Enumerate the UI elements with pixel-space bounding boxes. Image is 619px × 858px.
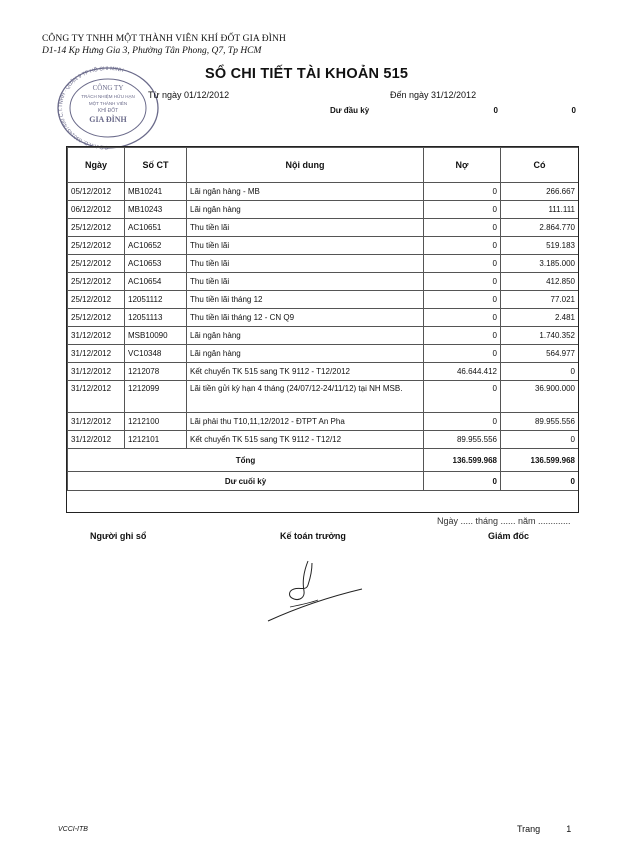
- company-name: CÔNG TY TNHH MỘT THÀNH VIÊN KHÍ ĐỐT GIA ĐÌNH: [42, 34, 286, 44]
- row-debit: 89.955.556: [424, 431, 501, 449]
- closing-credit: 0: [501, 472, 579, 491]
- table-row: [68, 327, 579, 345]
- page-title: SỔ CHI TIẾT TÀI KHOẢN 515: [205, 66, 409, 82]
- col-header-desc: Nội dung: [187, 148, 424, 183]
- table-row: [68, 381, 579, 413]
- row-desc: Thu tiền lãi: [187, 273, 424, 291]
- table-row: [68, 291, 579, 309]
- from-date: Từ ngày 01/12/2012: [148, 90, 230, 100]
- row-date: 31/12/2012: [68, 327, 125, 345]
- stamp-ring-text: S.Đ.K.K.D: 0301457490 C.T.TNHH · QUẬN 9 TP HỒ CHÍ MINH: [58, 66, 125, 150]
- table-row: [68, 201, 579, 219]
- row-doc: 1212101: [125, 431, 187, 449]
- closing-debit: 0: [424, 472, 501, 491]
- row-debit: 0: [424, 183, 501, 201]
- row-doc: AC10651: [125, 219, 187, 237]
- table-row: [68, 273, 579, 291]
- row-date: 25/12/2012: [68, 237, 125, 255]
- row-desc: Lãi phải thu T10,11,12/2012 - ĐTPT An Pha: [187, 413, 424, 431]
- row-debit: 0: [424, 381, 501, 413]
- row-desc: Thu tiền lãi tháng 12: [187, 291, 424, 309]
- row-credit: 0: [501, 363, 579, 381]
- row-doc: 12051112: [125, 291, 187, 309]
- row-date: 06/12/2012: [68, 201, 125, 219]
- table-row: [68, 219, 579, 237]
- row-date: 25/12/2012: [68, 219, 125, 237]
- row-credit: 3.185.000: [501, 255, 579, 273]
- total-row: [68, 449, 579, 472]
- table-row: [68, 255, 579, 273]
- opening-credit: 0: [571, 106, 576, 115]
- table-row: [68, 431, 579, 449]
- col-header-doc: Số CT: [125, 148, 187, 183]
- row-credit: 89.955.556: [501, 413, 579, 431]
- row-date: 05/12/2012: [68, 183, 125, 201]
- total-debit: 136.599.968: [424, 449, 501, 472]
- row-credit: 111.111: [501, 201, 579, 219]
- date-line: Ngày ..... tháng ...... năm .............: [437, 516, 571, 526]
- row-desc: Lãi ngân hàng: [187, 201, 424, 219]
- table-row: [68, 413, 579, 431]
- signer-bookkeeper: Người ghi sổ: [90, 531, 147, 541]
- row-debit: 0: [424, 309, 501, 327]
- row-desc: Lãi ngân hàng: [187, 327, 424, 345]
- row-debit: 46.644.412: [424, 363, 501, 381]
- stamp-top: CÔNG TY: [92, 84, 124, 92]
- row-credit: 2.864.770: [501, 219, 579, 237]
- company-address: D1-14 Kp Hưng Gia 3, Phường Tân Phong, Q7, Tp HCM: [42, 46, 262, 56]
- row-desc: Kết chuyển TK 515 sang TK 9112 - T12/2012: [187, 363, 424, 381]
- col-header-date: Ngày: [68, 148, 125, 183]
- row-date: 31/12/2012: [68, 413, 125, 431]
- row-desc: Lãi ngân hàng: [187, 345, 424, 363]
- table-row: [68, 237, 579, 255]
- closing-row: [68, 472, 579, 491]
- stamp-line2: TRÁCH NHIỆM HỮU HẠN: [81, 94, 135, 99]
- row-desc: Lãi ngân hàng - MB: [187, 183, 424, 201]
- stamp-name: GIA ĐÌNH: [89, 115, 127, 124]
- row-doc: 1212100: [125, 413, 187, 431]
- row-credit: 519.183: [501, 237, 579, 255]
- row-credit: 2.481: [501, 309, 579, 327]
- row-date: 31/12/2012: [68, 431, 125, 449]
- row-debit: 0: [424, 291, 501, 309]
- closing-label: Dư cuối kỳ: [68, 472, 424, 491]
- handwritten-signature: [260, 555, 370, 630]
- row-doc: VC10348: [125, 345, 187, 363]
- row-credit: 0: [501, 431, 579, 449]
- row-desc: Thu tiền lãi tháng 12 - CN Q9: [187, 309, 424, 327]
- row-credit: 564.977: [501, 345, 579, 363]
- table-header-row: [68, 148, 579, 183]
- row-debit: 0: [424, 273, 501, 291]
- row-desc: Lãi tiền gửi kỳ hạn 4 tháng (24/07/12-24/11/12) tại NH MSB.: [187, 381, 424, 413]
- table-row: [68, 363, 579, 381]
- row-date: 25/12/2012: [68, 309, 125, 327]
- page-number: 1: [566, 824, 572, 834]
- opening-debit: 0: [493, 106, 498, 115]
- row-credit: 412.850: [501, 273, 579, 291]
- table-row: [68, 309, 579, 327]
- row-debit: 0: [424, 345, 501, 363]
- row-credit: 266.667: [501, 183, 579, 201]
- to-date: Đến ngày 31/12/2012: [390, 90, 477, 100]
- table-row: [68, 345, 579, 363]
- row-date: 25/12/2012: [68, 255, 125, 273]
- row-doc: MSB10090: [125, 327, 187, 345]
- row-doc: 12051113: [125, 309, 187, 327]
- row-doc: MB10241: [125, 183, 187, 201]
- company-stamp: [56, 66, 161, 150]
- row-debit: 0: [424, 201, 501, 219]
- ledger-table: [67, 147, 579, 491]
- row-debit: 0: [424, 327, 501, 345]
- opening-balance-label: Dư đầu kỳ: [330, 106, 370, 115]
- col-header-debit: Nợ: [424, 148, 501, 183]
- col-header-credit: Có: [501, 148, 579, 183]
- row-date: 31/12/2012: [68, 381, 125, 413]
- row-doc: AC10654: [125, 273, 187, 291]
- row-doc: MB10243: [125, 201, 187, 219]
- stamp-line4: KHÍ ĐỐT: [97, 108, 119, 114]
- total-label: Tổng: [68, 449, 424, 472]
- row-date: 31/12/2012: [68, 363, 125, 381]
- row-desc: Thu tiền lãi: [187, 219, 424, 237]
- footer-code: VCCI-ITB: [58, 826, 88, 833]
- row-date: 25/12/2012: [68, 273, 125, 291]
- ledger-body: [68, 183, 579, 449]
- row-doc: 1212099: [125, 381, 187, 413]
- row-desc: Thu tiền lãi: [187, 255, 424, 273]
- row-date: 31/12/2012: [68, 345, 125, 363]
- total-credit: 136.599.968: [501, 449, 579, 472]
- row-debit: 0: [424, 237, 501, 255]
- signer-chief-accountant: Kế toán trưởng: [280, 531, 346, 541]
- row-debit: 0: [424, 413, 501, 431]
- row-doc: AC10652: [125, 237, 187, 255]
- table-row: [68, 183, 579, 201]
- page-indicator: [517, 824, 571, 834]
- row-debit: 0: [424, 255, 501, 273]
- row-desc: Thu tiền lãi: [187, 237, 424, 255]
- row-credit: 1.740.352: [501, 327, 579, 345]
- stamp-line3: MỘT THÀNH VIÊN: [88, 101, 128, 106]
- page-label: Trang: [517, 824, 541, 834]
- signer-director: Giám đốc: [488, 531, 530, 541]
- row-debit: 0: [424, 219, 501, 237]
- row-credit: 36.900.000: [501, 381, 579, 413]
- row-date: 25/12/2012: [68, 291, 125, 309]
- row-doc: 1212078: [125, 363, 187, 381]
- row-desc: Kết chuyển TK 515 sang TK 9112 - T12/12: [187, 431, 424, 449]
- row-credit: 77.021: [501, 291, 579, 309]
- row-doc: AC10653: [125, 255, 187, 273]
